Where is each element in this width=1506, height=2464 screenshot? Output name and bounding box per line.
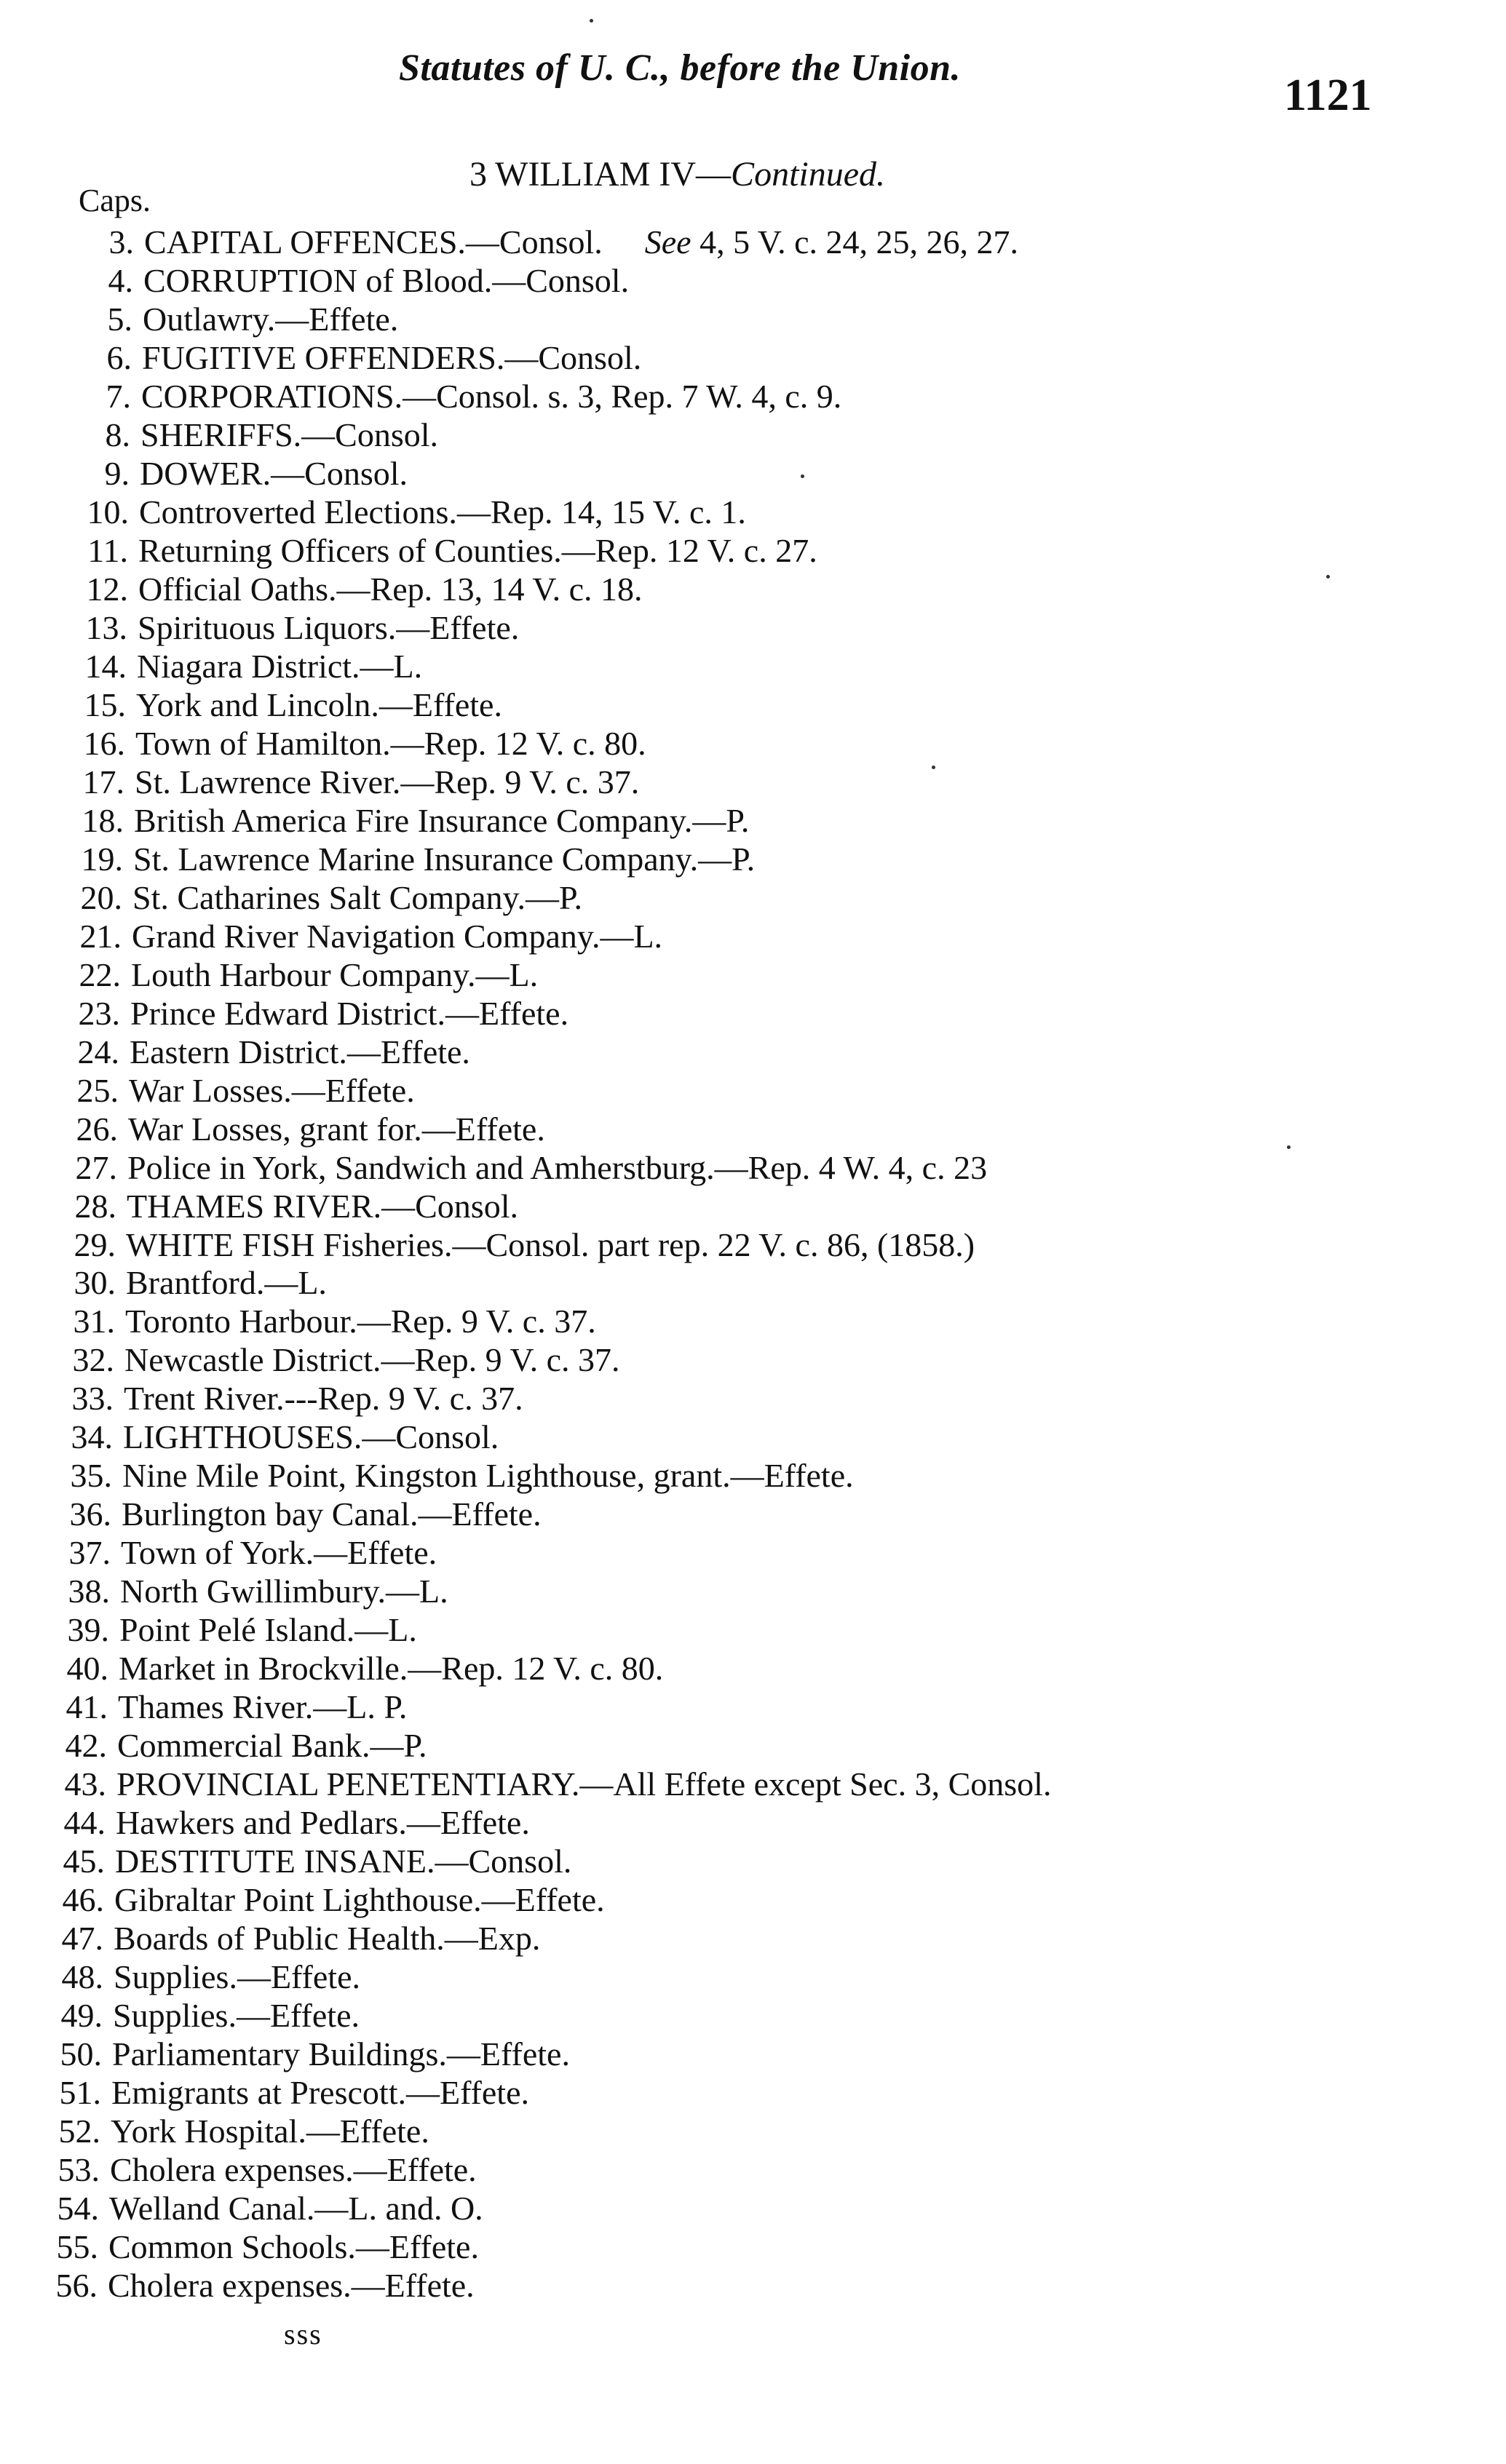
chapter-entry: [68, 840, 755, 879]
chapter-title: Hawkers and Pedlars.—Effete.: [116, 1804, 530, 1841]
chapter-number: 53.: [58, 2151, 100, 2188]
section-heading-title: 3 WILLIAM IV—: [469, 155, 732, 194]
chapter-entry: [55, 1572, 448, 1611]
chapter-entry: [58, 1418, 499, 1457]
chapter-title: York Hospital.—Effete.: [111, 2113, 429, 2150]
chapter-title: Cholera expenses.—Effete.: [110, 2151, 477, 2188]
chapter-title: Brantford.—L.: [126, 1264, 327, 1301]
chapter-title: Boards of Public Health.—Exp.: [114, 1920, 541, 1957]
chapter-entry: [67, 878, 582, 918]
chapter-entry: [73, 531, 817, 571]
chapter-number: 16.: [83, 725, 125, 762]
chapter-see-note: See: [644, 223, 691, 261]
chapter-entry: [66, 955, 538, 995]
chapter-number: 14.: [84, 648, 127, 685]
chapter-number: 18.: [82, 802, 124, 839]
chapter-title: Parliamentary Buildings.—Effete.: [112, 2035, 570, 2072]
chapter-number: 42.: [65, 1727, 107, 1764]
section-heading-continued: Continued.: [731, 155, 886, 194]
chapter-title: Supplies.—Effete.: [114, 1958, 360, 1995]
chapter-number: 17.: [82, 763, 124, 800]
chapter-title: St. Catharines Salt Company.—P.: [132, 879, 583, 916]
caps-label: Caps.: [79, 183, 151, 218]
chapter-number: 52.: [58, 2113, 100, 2150]
chapter-entry: [60, 1302, 596, 1341]
chapter-title: Returning Officers of Counties.—Rep. 12 V. c. 27.: [138, 532, 817, 569]
chapter-number: 31.: [73, 1303, 115, 1340]
chapter-entry: [71, 685, 502, 725]
chapter-see-reference: 4, 5 V. c. 24, 25, 26, 27.: [700, 223, 1018, 261]
chapter-entry: [60, 1225, 975, 1265]
chapter-title: Welland Canal.—L. and. O.: [109, 2190, 483, 2227]
chapter-number: 32.: [72, 1341, 114, 1378]
chapter-number: 21.: [79, 918, 122, 955]
chapter-title: CORRUPTION of Blood.—Consol.: [143, 262, 630, 299]
chapter-title: THAMES RIVER.—Consol.: [127, 1188, 518, 1225]
chapter-number: 6.: [106, 339, 132, 376]
chapter-entry: [72, 608, 519, 648]
chapter-entry: [49, 1880, 605, 1920]
chapter-title: WHITE FISH Fisheries.—Consol. part rep. 22 V. c. 86, (1858.): [126, 1226, 975, 1263]
print-speck: [801, 474, 804, 478]
chapter-number: 26.: [76, 1110, 118, 1148]
chapter-title: Newcastle District.—Rep. 9 V. c. 37.: [124, 1341, 620, 1378]
chapter-title: Official Oaths.—Rep. 13, 14 V. c. 18.: [138, 571, 643, 608]
chapter-entry: [63, 1071, 415, 1110]
chapter-title: Niagara District.—L.: [137, 648, 423, 685]
chapter-title: Town of Hamilton.—Rep. 12 V. c. 80.: [135, 725, 646, 762]
chapter-entry: [43, 2227, 479, 2267]
chapter-title: DOWER.—Consol.: [140, 455, 408, 492]
chapter-title: LIGHTHOUSES.—Consol.: [123, 1418, 499, 1455]
chapter-title: PROVINCIAL PENETENTIARY.—All Effete except Sec. 3, Consol.: [116, 1765, 1052, 1803]
chapter-entry: [69, 763, 639, 802]
chapter-number: 28.: [74, 1188, 116, 1225]
chapter-title: Louth Harbour Company.—L.: [131, 956, 539, 993]
chapter-number: 34.: [71, 1418, 113, 1455]
print-speck: [932, 766, 935, 769]
chapter-title: Thames River.—L. P.: [118, 1688, 408, 1725]
chapter-number: 9.: [104, 455, 130, 492]
chapter-number: 35.: [70, 1457, 112, 1494]
chapter-entry: [42, 2266, 475, 2305]
chapter-entry: [74, 454, 408, 493]
chapter-number: 39.: [67, 1611, 109, 1648]
chapter-number: 3.: [108, 223, 134, 261]
chapter-entry: [47, 2035, 570, 2074]
chapter-title: Commercial Bank.—P.: [117, 1727, 427, 1764]
chapter-entry: [45, 2112, 429, 2151]
chapter-number: 4.: [108, 262, 133, 299]
chapter-title: British America Fire Insurance Company.—P.: [134, 802, 750, 839]
chapter-entry: [62, 1148, 987, 1188]
chapter-number: 46.: [62, 1881, 104, 1918]
chapter-entry: [73, 570, 643, 609]
chapter-entry: [77, 300, 398, 339]
chapter-number: 5.: [107, 301, 132, 338]
chapter-title: FUGITIVE OFFENDERS.—Consol.: [142, 339, 642, 376]
chapter-number: 24.: [77, 1033, 119, 1070]
chapter-entry: [66, 917, 662, 956]
chapter-number: 20.: [80, 879, 122, 916]
chapter-entry: [50, 1803, 530, 1843]
chapter-number: 19.: [81, 840, 123, 878]
chapter-entry: [55, 1533, 437, 1573]
chapter-entry: [68, 801, 749, 840]
chapter-number: 13.: [85, 609, 127, 646]
chapter-title: Town of York.—Effete.: [121, 1534, 437, 1571]
chapter-title: Grand River Navigation Company.—L.: [132, 918, 663, 955]
chapter-entry: [79, 223, 1018, 262]
chapter-number: 48.: [61, 1958, 103, 1995]
chapter-title: St. Lawrence Marine Insurance Company.—P.: [133, 840, 756, 878]
chapter-title: Gibraltar Point Lighthouse.—Effete.: [114, 1881, 605, 1918]
chapter-number: 29.: [74, 1226, 116, 1263]
chapter-number: 7.: [106, 378, 131, 415]
running-head: Statutes of U. C., before the Union.: [399, 47, 962, 89]
chapter-number: 43.: [64, 1765, 106, 1803]
chapter-title: Eastern District.—Effete.: [130, 1033, 470, 1070]
chapter-number: 49.: [60, 1997, 103, 2034]
chapter-entry: [71, 647, 422, 686]
chapter-entry: [59, 1340, 620, 1380]
page-number: 1121: [1284, 71, 1372, 120]
chapter-title: Cholera expenses.—Effete.: [108, 2267, 475, 2304]
chapter-title: St. Lawrence River.—Rep. 9 V. c. 37.: [135, 763, 640, 800]
chapter-number: 45.: [63, 1843, 105, 1880]
chapter-title: Prince Edward District.—Effete.: [130, 995, 569, 1032]
chapter-number: 51.: [59, 2074, 101, 2111]
chapter-title: Market in Brockville.—Rep. 12 V. c. 80.: [119, 1650, 664, 1687]
chapter-entry: [54, 1610, 417, 1650]
chapter-entry: [63, 1110, 545, 1149]
chapter-number: 15.: [84, 686, 126, 723]
chapter-number: 11.: [87, 532, 128, 569]
chapter-number: 40.: [66, 1650, 108, 1687]
chapter-number: 54.: [57, 2190, 99, 2227]
chapter-title: Trent River.---Rep. 9 V. c. 37.: [124, 1380, 523, 1417]
chapter-entry: [64, 1033, 470, 1072]
chapter-number: 27.: [75, 1149, 117, 1186]
chapter-entry: [76, 377, 841, 416]
chapter-entry: [51, 1765, 1051, 1804]
chapter-entry: [48, 1919, 540, 1958]
chapter-entry: [65, 994, 568, 1033]
chapter-entry: [75, 416, 438, 455]
chapter-number: 56.: [55, 2267, 98, 2304]
chapter-entry: [48, 1958, 360, 1997]
chapter-title: York and Lincoln.—Effete.: [136, 686, 502, 723]
chapter-title: Common Schools.—Effete.: [108, 2228, 479, 2265]
chapter-number: 23.: [78, 995, 120, 1032]
chapter-number: 8.: [105, 416, 130, 453]
chapter-title: War Losses, grant for.—Effete.: [128, 1110, 545, 1148]
chapter-title: Point Pelé Island.—L.: [119, 1611, 417, 1648]
chapter-title: Police in York, Sandwich and Amherstburg.—Rep. 4 W. 4, c. 23: [127, 1149, 988, 1186]
chapter-title: Nine Mile Point, Kingston Lighthouse, grant.—Effete.: [122, 1457, 854, 1494]
chapter-title: DESTITUTE INSANE.—Consol.: [115, 1843, 572, 1880]
chapter-entry: [49, 1842, 571, 1881]
chapter-entry: [70, 724, 646, 763]
chapter-number: 44.: [63, 1804, 106, 1841]
chapter-title: Toronto Harbour.—Rep. 9 V. c. 37.: [125, 1303, 596, 1340]
chapter-number: 47.: [61, 1920, 103, 1957]
chapter-number: 30.: [74, 1264, 116, 1301]
chapter-title: War Losses.—Effete.: [129, 1072, 415, 1109]
chapter-entry: [52, 1688, 407, 1727]
chapter-title: SHERIFFS.—Consol.: [140, 416, 439, 453]
chapter-number: 10.: [87, 493, 129, 530]
chapter-number: 36.: [69, 1495, 111, 1533]
chapter-title: Burlington bay Canal.—Effete.: [122, 1495, 542, 1533]
chapter-title: Outlawry.—Effete.: [143, 301, 399, 338]
chapter-entry: [57, 1456, 854, 1495]
chapter-entry: [44, 2189, 483, 2228]
chapter-number: 41.: [66, 1688, 108, 1725]
signature-mark: sss: [284, 2318, 322, 2350]
chapter-title: Emigrants at Prescott.—Effete.: [111, 2074, 529, 2111]
chapter-number: 12.: [86, 571, 128, 608]
chapter-entry: [58, 1379, 523, 1418]
chapter-entry: [47, 1996, 360, 2035]
chapter-number: 55.: [56, 2228, 98, 2265]
chapter-entry: [74, 493, 746, 532]
chapter-title: CORPORATIONS.—Consol. s. 3, Rep. 7 W. 4, c. 9.: [141, 378, 842, 415]
chapter-title: Spirituous Liquors.—Effete.: [138, 609, 520, 646]
chapter-number: 38.: [68, 1573, 110, 1610]
print-speck: [1326, 575, 1330, 579]
chapter-number: 50.: [60, 2035, 102, 2072]
chapter-title: CAPITAL OFFENCES.—Consol.: [144, 223, 603, 261]
chapter-entry: [56, 1495, 542, 1534]
chapter-number: 33.: [71, 1380, 114, 1417]
chapter-number: 22.: [79, 956, 121, 993]
chapter-entry: [46, 2073, 529, 2113]
chapter-entry: [61, 1187, 518, 1226]
print-speck: [590, 19, 593, 23]
chapter-entry: [52, 1726, 427, 1765]
print-speck: [1287, 1145, 1291, 1149]
chapter-title: North Gwillimbury.—L.: [120, 1573, 448, 1610]
chapter-number: 37.: [68, 1534, 111, 1571]
chapter-entry: [53, 1649, 663, 1688]
chapter-number: 25.: [76, 1072, 119, 1109]
chapter-entry: [78, 261, 629, 301]
chapter-title: Supplies.—Effete.: [113, 1997, 360, 2034]
chapter-title: Controverted Elections.—Rep. 14, 15 V. c. 1.: [139, 493, 746, 530]
chapter-entry: [60, 1263, 327, 1303]
chapter-entry: [76, 338, 641, 378]
chapter-entry: [44, 2150, 477, 2190]
